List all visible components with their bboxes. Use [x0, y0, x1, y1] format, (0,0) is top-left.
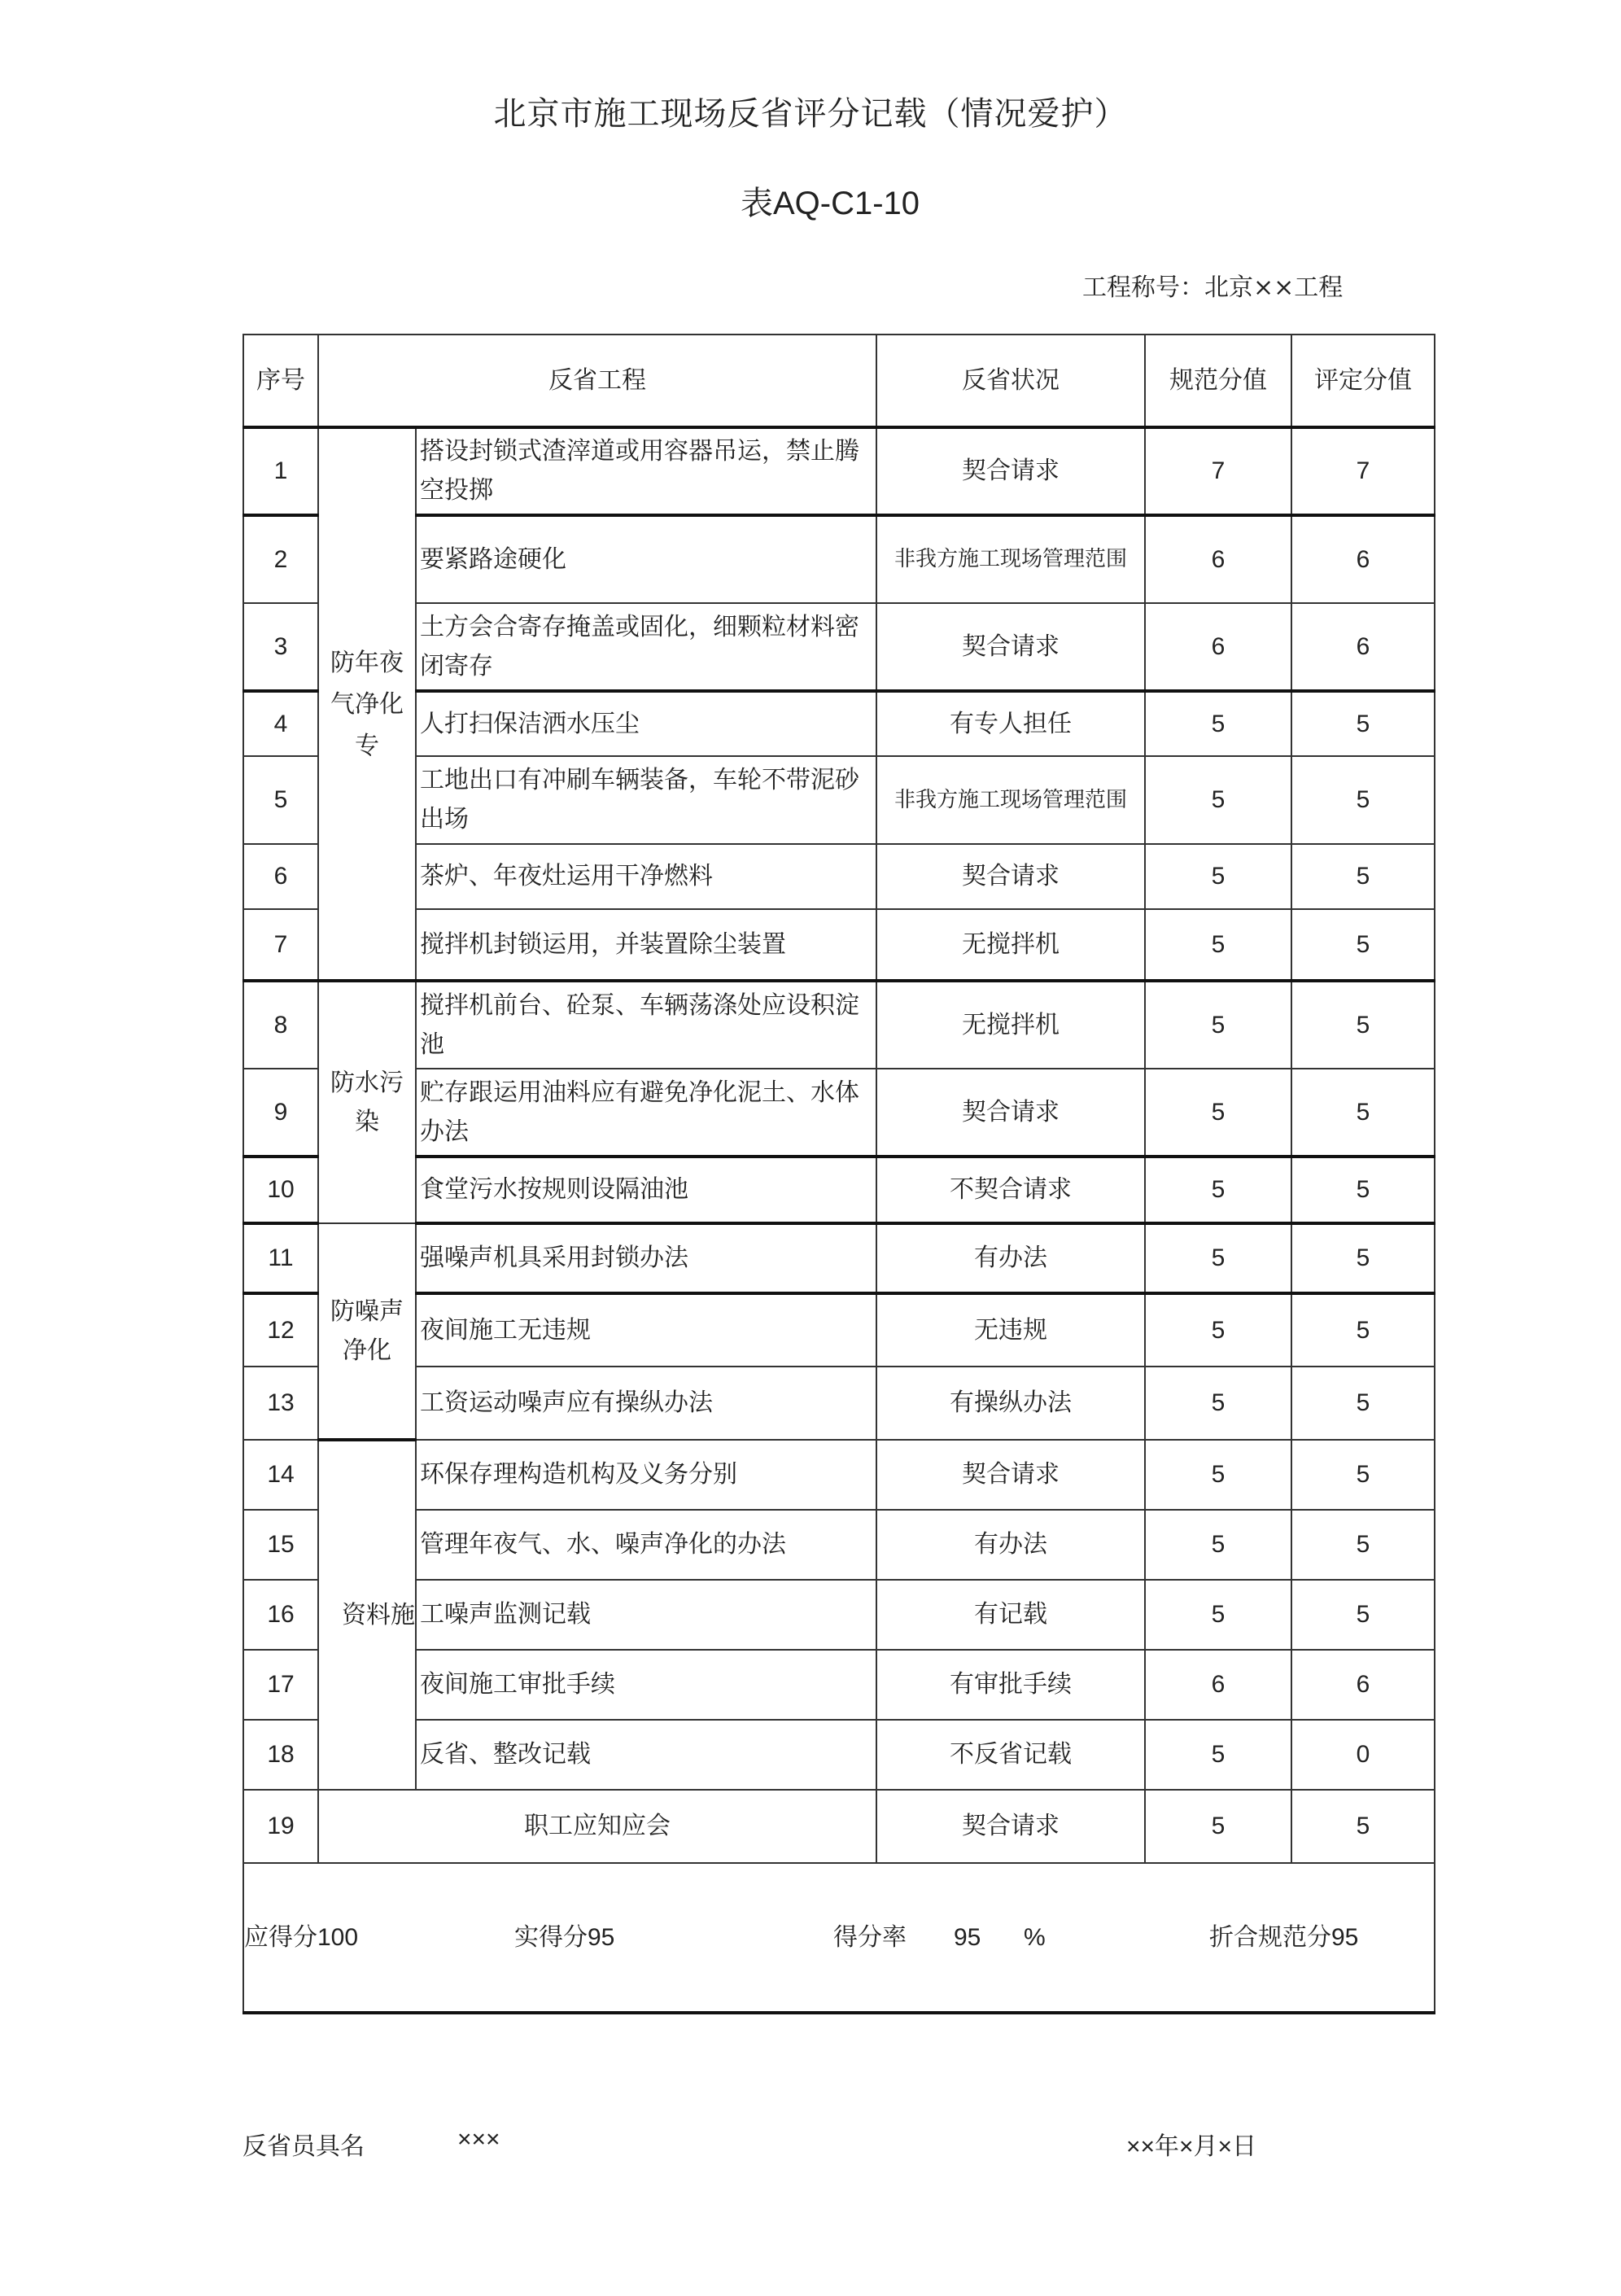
row-no: 14 — [243, 1440, 318, 1510]
table-row — [243, 1069, 1435, 1157]
table-row — [243, 1157, 1435, 1223]
row-status: 不契合请求 — [876, 1157, 1145, 1223]
row-item: 土方会合寄存掩盖或固化，细颗粒材料密闭寄存 — [416, 603, 876, 691]
rate-value: 95 — [954, 1923, 981, 1951]
row-no: 8 — [243, 981, 318, 1069]
row-standard: 5 — [1145, 844, 1291, 909]
row-standard: 5 — [1145, 691, 1291, 756]
table-row — [243, 427, 1435, 515]
table-row — [243, 515, 1435, 603]
row-item: 反省、整改记载 — [416, 1720, 876, 1790]
row-standard: 5 — [1145, 756, 1291, 844]
row-status: 非我方施工现场管理范围 — [876, 756, 1145, 844]
row-standard: 5 — [1145, 909, 1291, 981]
table-row — [243, 909, 1435, 981]
row-score: 5 — [1291, 1157, 1435, 1223]
row-no: 17 — [243, 1650, 318, 1720]
row-standard: 5 — [1145, 1367, 1291, 1440]
header-standard: 规范分值 — [1145, 335, 1291, 427]
category-water: 防水污染 — [318, 981, 416, 1223]
row-standard: 6 — [1145, 515, 1291, 603]
table-row — [243, 1580, 1435, 1650]
row-score: 5 — [1291, 1223, 1435, 1293]
row-status: 有专人担任 — [876, 691, 1145, 756]
inspector-name: ××× — [457, 2126, 500, 2153]
row-standard: 5 — [1145, 981, 1291, 1069]
row-no: 6 — [243, 844, 318, 909]
row-score: 5 — [1291, 691, 1435, 756]
row-item: 管理年夜气、水、噪声净化的办法 — [416, 1510, 876, 1580]
row-standard: 6 — [1145, 1650, 1291, 1720]
row-item: 贮存跟运用油料应有避免净化泥土、水体办法 — [416, 1069, 876, 1157]
row-score: 5 — [1291, 844, 1435, 909]
row-standard: 5 — [1145, 1580, 1291, 1650]
category-noise: 防噪声净化 — [318, 1223, 416, 1440]
category-docs: 资料施 — [318, 1440, 416, 1790]
row-no: 12 — [243, 1293, 318, 1367]
row-item: 工噪声监测记载 — [416, 1580, 876, 1650]
header-row — [243, 335, 1435, 427]
row-score: 6 — [1291, 1650, 1435, 1720]
row-item: 要紧路途硬化 — [416, 515, 876, 603]
row-status: 契合请求 — [876, 1440, 1145, 1510]
row-score: 5 — [1291, 1440, 1435, 1510]
row-score: 7 — [1291, 427, 1435, 515]
row-standard: 5 — [1145, 1440, 1291, 1510]
table-row — [243, 1720, 1435, 1790]
table-row — [243, 1440, 1435, 1510]
form-code: 表AQ-C1-10 — [740, 186, 920, 221]
row-score: 5 — [1291, 1510, 1435, 1580]
row-score: 5 — [1291, 756, 1435, 844]
table-row — [243, 603, 1435, 691]
header-status: 反省状况 — [876, 335, 1145, 427]
standard-score: 折合规范分95 — [1209, 1923, 1359, 1951]
row-item: 环保存理构造机构及义务分别 — [416, 1440, 876, 1510]
row-no: 7 — [243, 909, 318, 981]
inspection-table — [242, 334, 1435, 2014]
row-no: 10 — [243, 1157, 318, 1223]
row-standard: 5 — [1145, 1157, 1291, 1223]
row-no: 19 — [243, 1790, 318, 1863]
row-standard: 5 — [1145, 1790, 1291, 1863]
table-row — [243, 1293, 1435, 1367]
table-row — [243, 844, 1435, 909]
row-status: 契合请求 — [876, 844, 1145, 909]
row-status: 有操纵办法 — [876, 1367, 1145, 1440]
row-status: 非我方施工现场管理范围 — [876, 515, 1145, 603]
row-item: 食堂污水按规则设隔油池 — [416, 1157, 876, 1223]
row-status: 有办法 — [876, 1223, 1145, 1293]
row-status: 有记载 — [876, 1580, 1145, 1650]
row-score: 5 — [1291, 1367, 1435, 1440]
should-score: 应得分100 — [244, 1923, 359, 1951]
table-row — [243, 1650, 1435, 1720]
summary-block — [244, 1865, 1434, 2011]
project-name: 工程称号：北京××工程 — [1082, 273, 1344, 302]
row-no: 18 — [243, 1720, 318, 1790]
table-row — [243, 756, 1435, 844]
inspector-label: 反省员具名 — [242, 2132, 365, 2161]
header-item: 反省工程 — [318, 335, 876, 427]
row-score: 0 — [1291, 1720, 1435, 1790]
row-status: 契合请求 — [876, 1069, 1145, 1157]
row-status: 契合请求 — [876, 427, 1145, 515]
inspection-date: ××年×月×日 — [1126, 2133, 1257, 2160]
row-item: 搅拌机封锁运用，并装置除尘装置 — [416, 909, 876, 981]
row-score: 6 — [1291, 515, 1435, 603]
row-status: 有办法 — [876, 1510, 1145, 1580]
table-row — [243, 1790, 1435, 1863]
row-score: 5 — [1291, 909, 1435, 981]
row-item: 夜间施工审批手续 — [416, 1650, 876, 1720]
row-item: 强噪声机具采用封锁办法 — [416, 1223, 876, 1293]
row-status: 不反省记载 — [876, 1720, 1145, 1790]
row-item: 工地出口有冲刷车辆装备，车轮不带泥砂出场 — [416, 756, 876, 844]
row-standard: 5 — [1145, 1223, 1291, 1293]
row-score: 5 — [1291, 1069, 1435, 1157]
category-staff: 职工应知应会 — [318, 1790, 876, 1863]
row-no: 4 — [243, 691, 318, 756]
table-row — [243, 981, 1435, 1069]
rate-unit: % — [1024, 1923, 1046, 1951]
row-standard: 6 — [1145, 603, 1291, 691]
header-score: 评定分值 — [1291, 335, 1435, 427]
row-no: 1 — [243, 427, 318, 515]
table-row — [243, 1223, 1435, 1293]
row-item: 夜间施工无违规 — [416, 1293, 876, 1367]
row-no: 16 — [243, 1580, 318, 1650]
row-status: 有审批手续 — [876, 1650, 1145, 1720]
row-item: 人打扫保洁洒水压尘 — [416, 691, 876, 756]
row-score: 5 — [1291, 1580, 1435, 1650]
row-no: 9 — [243, 1069, 318, 1157]
row-standard: 5 — [1145, 1293, 1291, 1367]
row-status: 契合请求 — [876, 603, 1145, 691]
header-no: 序号 — [243, 335, 318, 427]
row-no: 2 — [243, 515, 318, 603]
row-standard: 5 — [1145, 1720, 1291, 1790]
row-status: 无违规 — [876, 1293, 1145, 1367]
table-row — [243, 1367, 1435, 1440]
row-no: 11 — [243, 1223, 318, 1293]
summary-row — [243, 1863, 1435, 2013]
row-standard: 7 — [1145, 427, 1291, 515]
row-status: 无搅拌机 — [876, 909, 1145, 981]
row-score: 6 — [1291, 603, 1435, 691]
row-score: 5 — [1291, 1293, 1435, 1367]
row-item: 工资运动噪声应有操纵办法 — [416, 1367, 876, 1440]
row-score: 5 — [1291, 1790, 1435, 1863]
row-item: 茶炉、年夜灶运用干净燃料 — [416, 844, 876, 909]
row-no: 3 — [243, 603, 318, 691]
page-title: 北京市施工现场反省评分记载（情况爱护） — [493, 95, 1128, 133]
row-no: 13 — [243, 1367, 318, 1440]
row-standard: 5 — [1145, 1069, 1291, 1157]
table-row — [243, 1510, 1435, 1580]
row-item: 搅拌机前台、砼泵、车辆荡涤处应设积淀池 — [416, 981, 876, 1069]
row-status: 契合请求 — [876, 1790, 1145, 1863]
row-standard: 5 — [1145, 1510, 1291, 1580]
row-score: 5 — [1291, 981, 1435, 1069]
row-item: 搭设封锁式渣滓道或用容器吊运，禁止腾空投掷 — [416, 427, 876, 515]
row-status: 无搅拌机 — [876, 981, 1145, 1069]
row-no: 15 — [243, 1510, 318, 1580]
category-air: 防年夜气净化专 — [318, 427, 416, 981]
actual-score: 实得分95 — [514, 1923, 615, 1951]
table-row — [243, 691, 1435, 756]
row-no: 5 — [243, 756, 318, 844]
rate-label: 得分率 — [833, 1922, 907, 1952]
